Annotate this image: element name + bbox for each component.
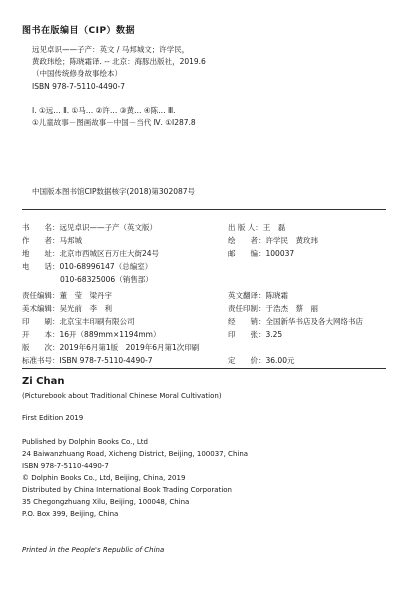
english-publisher-block bbox=[22, 436, 248, 520]
info-label: 印 张： bbox=[228, 330, 266, 339]
info-row-price bbox=[228, 355, 294, 366]
info-value: 16开（889mm×1194mm） bbox=[59, 330, 161, 339]
info-row-publisher-person bbox=[228, 222, 285, 233]
cip-heading: 图书在版编目（CIP）数据 bbox=[22, 26, 136, 36]
publisher-line: 35 Chegongzhuang Xilu, Beijing, 100048, China bbox=[22, 498, 190, 506]
info-label: 版 次： bbox=[22, 343, 60, 352]
info-row-translator bbox=[228, 290, 288, 301]
info-label: 责任印制： bbox=[228, 304, 266, 313]
info-row-art-editor bbox=[22, 303, 112, 314]
info-value: 全国新华书店及各大网络书店 bbox=[265, 317, 363, 326]
info-value: 吴光前 李 利 bbox=[59, 304, 112, 313]
cip-class-line: Ⅰ. ①远… Ⅱ. ①马… ②许… ③黄… ④陈… Ⅲ. bbox=[32, 105, 176, 115]
info-value: 2019年6月第1版 2019年6月第1次印刷 bbox=[59, 343, 200, 352]
info-row-editor bbox=[22, 290, 112, 301]
info-row-address bbox=[22, 248, 159, 259]
info-row-sheets bbox=[228, 329, 282, 340]
info-label: 绘 者： bbox=[228, 236, 266, 245]
english-subtitle: (Picturebook about Traditional Chinese Moral Cultivation) bbox=[22, 392, 222, 400]
info-label: 英文翻译： bbox=[228, 291, 266, 300]
info-row-distributor bbox=[228, 316, 363, 327]
publisher-line: Published by Dolphin Books Co., Ltd bbox=[22, 438, 148, 446]
info-value: 董 莹 梁丹宇 bbox=[59, 291, 112, 300]
info-row-format bbox=[22, 329, 160, 340]
info-value: 马邦城 bbox=[59, 236, 82, 245]
info-label: 地 址： bbox=[22, 249, 60, 258]
info-value: 3.25 bbox=[265, 330, 283, 339]
info-label: 邮 编： bbox=[228, 249, 266, 258]
info-value: 010-68325006（销售部） bbox=[60, 275, 153, 284]
info-label: 责任编辑： bbox=[22, 291, 60, 300]
cip-class-line: ①儿童故事－图画故事－中国－当代 Ⅳ. ①I287.8 bbox=[32, 118, 196, 128]
info-value: 北京宝丰印刷有限公司 bbox=[59, 317, 135, 326]
divider-bottom bbox=[22, 368, 386, 369]
info-label: 开 本： bbox=[22, 330, 60, 339]
info-row-printer bbox=[22, 316, 135, 327]
info-label: 经 销： bbox=[228, 317, 266, 326]
info-label: 出 版 人： bbox=[228, 223, 263, 232]
cip-line: ISBN 978-7-5110-4490-7 bbox=[32, 81, 125, 91]
publisher-line: P.O. Box 399, Beijing, China bbox=[22, 510, 119, 518]
info-label: 印 刷： bbox=[22, 317, 60, 326]
info-value: 于浩杰 蔡 丽 bbox=[265, 304, 318, 313]
english-title: Zi Chan bbox=[22, 376, 65, 387]
info-value: 010-68996147（总编室） bbox=[59, 262, 153, 271]
info-label: 美术编辑： bbox=[22, 304, 60, 313]
info-value: 北京市西城区百万庄大街24号 bbox=[59, 249, 160, 258]
publisher-line: © Dolphin Books Co., Ltd, Beijing, China, 2019 bbox=[22, 474, 186, 482]
info-value: 王 磊 bbox=[262, 223, 286, 232]
info-row-author bbox=[22, 235, 82, 246]
info-row-illustrator bbox=[228, 235, 318, 246]
info-value: 陈晓霜 bbox=[265, 291, 288, 300]
divider-top bbox=[22, 209, 386, 210]
info-label: 定 价： bbox=[228, 356, 266, 365]
info-label: 标准书号： bbox=[22, 356, 60, 365]
cip-record-id: 中国版本图书馆CIP数据核字(2018)第302087号 bbox=[32, 187, 196, 196]
english-edition: First Edition 2019 bbox=[22, 414, 84, 422]
printed-note: Printed in the People's Republic of China bbox=[22, 546, 165, 554]
info-value: ISBN 978-7-5110-4490-7 bbox=[59, 356, 153, 365]
info-row-edition bbox=[22, 342, 199, 353]
info-row-postcode bbox=[228, 248, 294, 259]
cip-record bbox=[32, 44, 382, 129]
info-value: 许学民 黄玫玮 bbox=[265, 236, 318, 245]
info-row-print-supervisor bbox=[228, 303, 318, 314]
info-label: 作 者： bbox=[22, 236, 60, 245]
info-value: 远见卓识——子产（英文版） bbox=[59, 223, 157, 232]
cip-line: 远见卓识——子产：英文 / 马邦城文；许学民， bbox=[32, 45, 190, 54]
publisher-line: 24 Baiwanzhuang Road, Xicheng District, Beijing, 100037, China bbox=[22, 450, 249, 458]
info-row-phone-2 bbox=[60, 274, 153, 285]
info-row-phone bbox=[22, 261, 152, 272]
info-value: 100037 bbox=[265, 249, 295, 258]
cip-line: 黄政玮绘；陈晓霜译. -- 北京：海豚出版社，2019.6 bbox=[32, 57, 206, 67]
info-row-isbn bbox=[22, 355, 152, 366]
publisher-line: ISBN 978-7-5110-4490-7 bbox=[22, 462, 109, 470]
info-label: 书 名： bbox=[22, 223, 60, 232]
info-row-title bbox=[22, 222, 157, 233]
info-label: 电 话： bbox=[22, 262, 60, 271]
publisher-line: Distributed by China International Book Trading Corporation bbox=[22, 486, 232, 494]
info-value: 36.00元 bbox=[265, 356, 295, 365]
cip-line: （中国传统修身故事绘本） bbox=[32, 69, 122, 79]
